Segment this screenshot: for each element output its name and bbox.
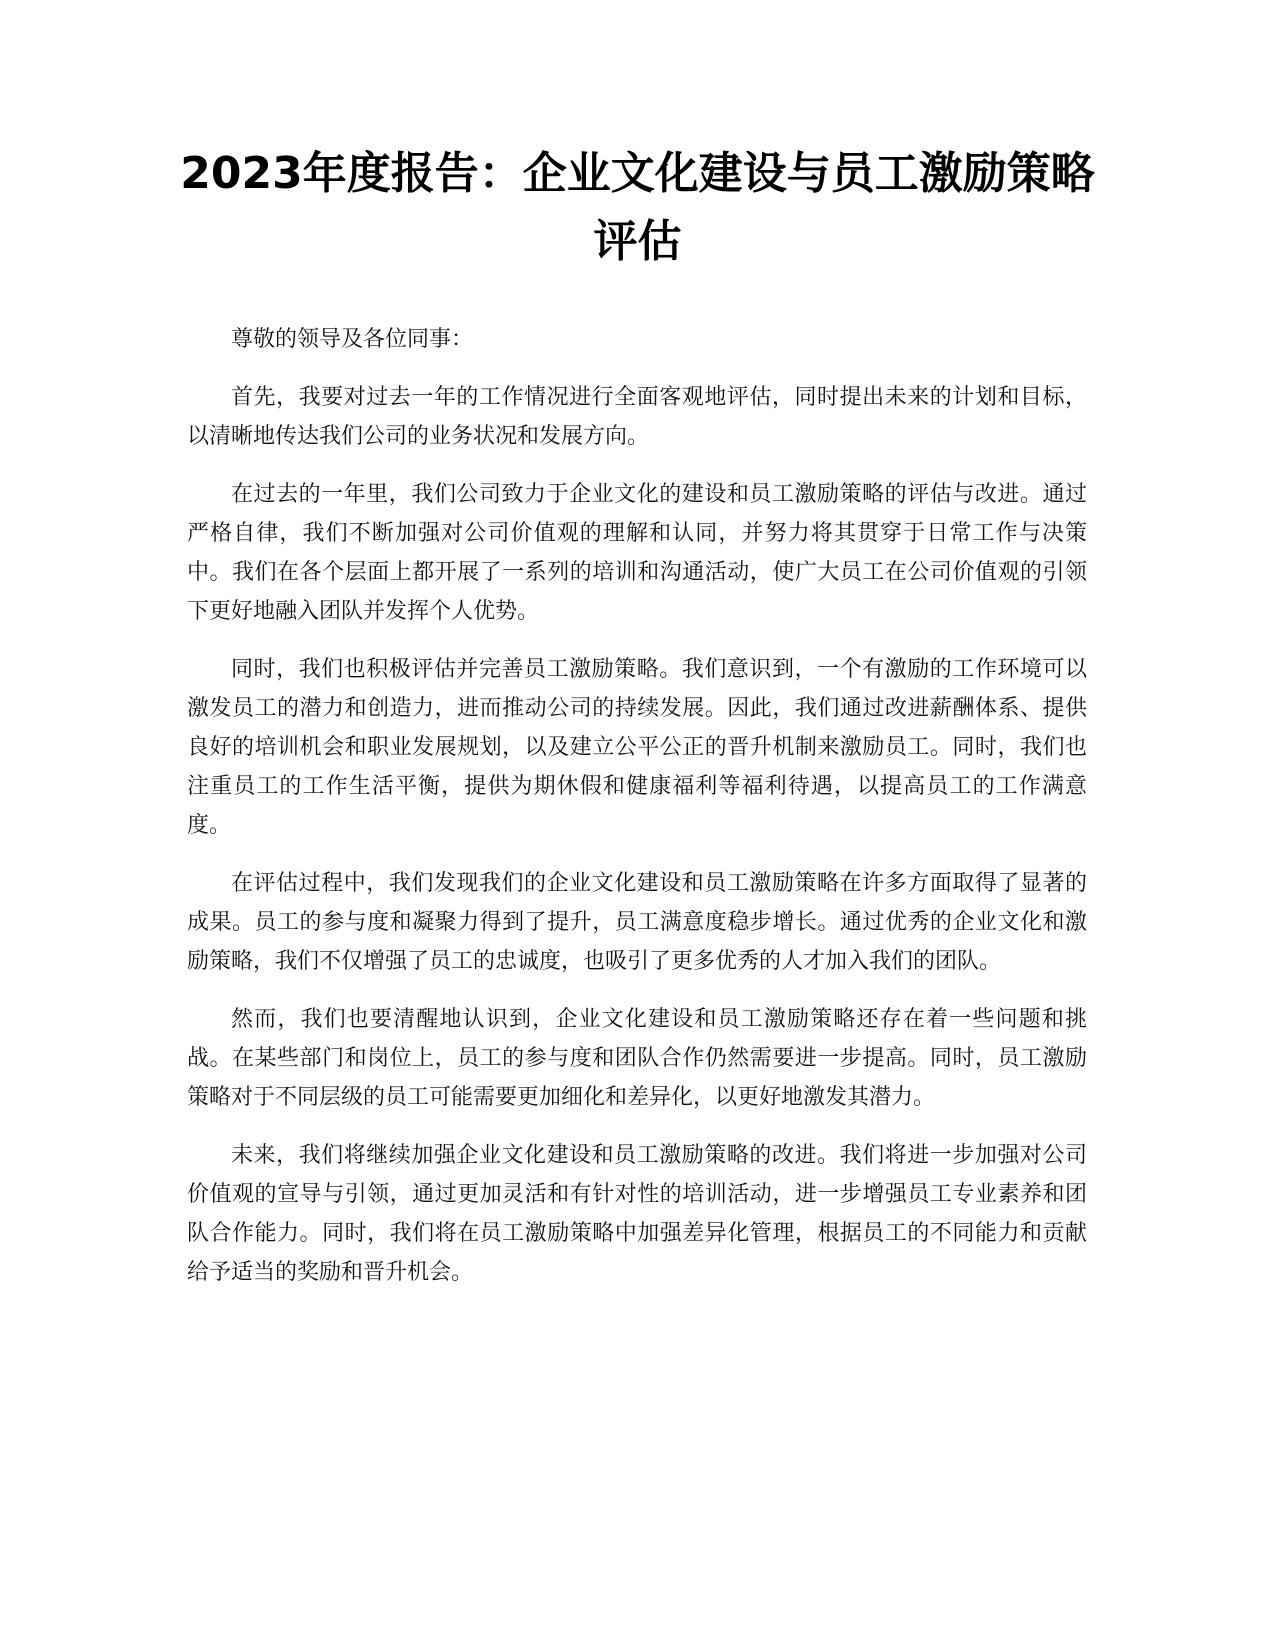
salutation: 尊敬的领导及各位同事：: [231, 327, 474, 352]
document-body: [187, 320, 1087, 1311]
document-title: 2023年度报告：企业文化建设与员工激励策略评估: [180, 148, 1095, 267]
paragraph: 然而，我们也要清醒地认识到，企业文化建设和员工激励策略还存在着一些问题和挑战。在某些部门和岗位上，员工的参与度和团队合作仍然需要进一步提高。同时，员工激励策略对于不同层级的员工可能需要更加细化和差异化，以更好地激发其潜力。: [187, 1007, 1087, 1110]
paragraph: 同时，我们也积极评估并完善员工激励策略。我们意识到，一个有激励的工作环境可以激发员工的潜力和创造力，进而推动公司的持续发展。因此，我们通过改进薪酬体系、提供良好的培训机会和职业发展规划，以及建立公平公正的晋升机制来激励员工。同时，我们也注重员工的工作生活平衡，提供为期休假和健康福利等福利待遇，以提高员工的工作满意度。: [187, 657, 1087, 838]
paragraph: 首先，我要对过去一年的工作情况进行全面客观地评估，同时提出未来的计划和目标，以清晰地传达我们公司的业务状况和发展方向。: [187, 385, 1087, 449]
paragraph: 在过去的一年里，我们公司致力于企业文化的建设和员工激励策略的评估与改进。通过严格自律，我们不断加强对公司价值观的理解和认同，并努力将其贯穿于日常工作与决策中。我们在各个层面上都开展了一系列的培训和沟通活动，使广大员工在公司价值观的引领下更好地融入团队并发挥个人优势。: [187, 482, 1087, 624]
paragraph: 在评估过程中，我们发现我们的企业文化建设和员工激励策略在许多方面取得了显著的成果。员工的参与度和凝聚力得到了提升，员工满意度稳步增长。通过优秀的企业文化和激励策略，我们不仅增强了员工的忠诚度，也吸引了更多优秀的人才加入我们的团队。: [187, 871, 1087, 974]
paragraph: 未来，我们将继续加强企业文化建设和员工激励策略的改进。我们将进一步加强对公司价值观的宣导与引领，通过更加灵活和有针对性的培训活动，进一步增强员工专业素养和团队合作能力。同时，我们将在员工激励策略中加强差异化管理，根据员工的不同能力和贡献给予适当的奖励和晋升机会。: [187, 1143, 1087, 1285]
